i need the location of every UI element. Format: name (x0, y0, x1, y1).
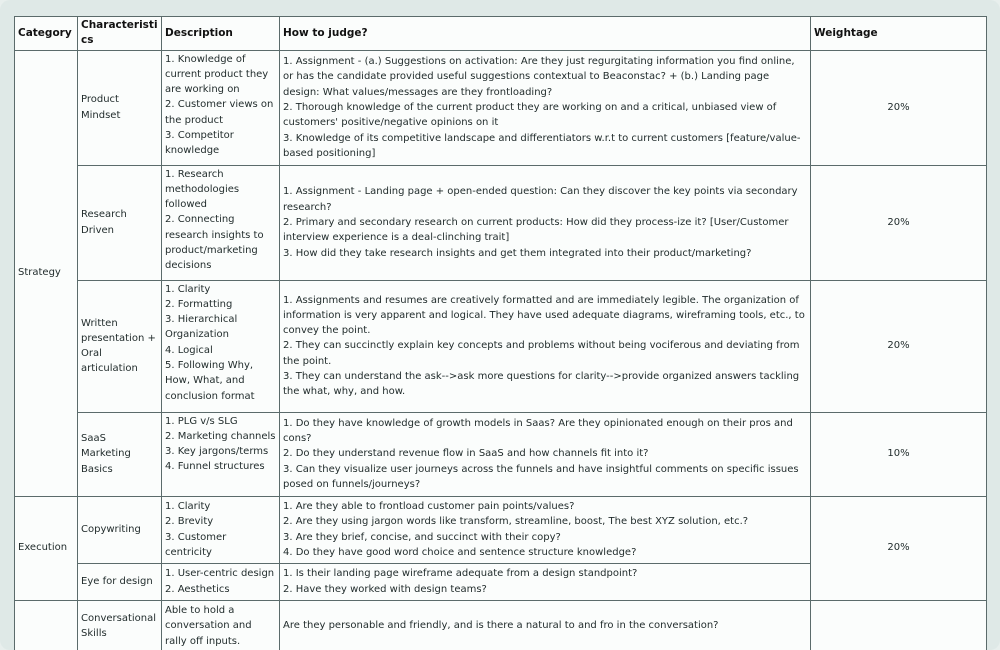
table-row (15, 165, 987, 280)
header-category: Category (15, 17, 78, 51)
header-row (15, 17, 987, 51)
table-row (15, 412, 987, 496)
header-how-to-judge: How to judge? (280, 17, 811, 51)
table-row (15, 280, 987, 412)
characteristic-cell: Product Mindset (78, 50, 162, 165)
weightage-cell (811, 600, 987, 650)
table-row (15, 496, 987, 563)
header-description: Description (162, 17, 280, 51)
judge-cell: 1. Is their landing page wireframe adequate from a design standpoint? 2. Have they worked with design teams? (280, 563, 811, 600)
evaluation-rubric-table (14, 16, 987, 650)
characteristic-cell: Research Driven (78, 165, 162, 280)
judge-cell: 1. Assignment - (a.) Suggestions on activation: Are they just regurgitating information you find online, or has the candidate provided useful suggestions contextual to Beaconstac? + (b.) Landing page design: What values/messages are they frontloading? 2. Thorough knowledge of the current product they are working on and a critical, unbiased view of customers' positive/negative opinions on it 3. Knowledge of its competitive landscape and differentiators w.r.t to current customers [feature/value-based positioning] (280, 50, 811, 165)
judge-cell: 1. Assignments and resumes are creatively formatted and are immediately legible. The organization of information is very apparent and logical. They have used adequate diagrams, wireframing tools, etc., to convey the point. 2. They can succinctly explain key concepts and problems without being vociferous and deviating from the point. 3. They can understand the ask-->ask more questions for clarity-->provide organized answers tackling the what, why, and how. (280, 280, 811, 412)
characteristic-cell: Conversational Skills (78, 600, 162, 650)
weightage-cell: 20% (811, 50, 987, 165)
weightage-cell: 20% (811, 165, 987, 280)
description-cell: 1. PLG v/s SLG 2. Marketing channels 3. Key jargons/terms 4. Funnel structures (162, 412, 280, 496)
category-cell-empty (15, 600, 78, 650)
characteristic-cell: Eye for design (78, 563, 162, 600)
description-cell: 1. User-centric design 2. Aesthetics (162, 563, 280, 600)
table-row (15, 600, 987, 650)
table-row (15, 50, 987, 165)
header-characteristics: Characteristics (78, 17, 162, 51)
description-cell: 1. Clarity 2. Brevity 3. Customer centricity (162, 496, 280, 563)
category-cell-execution: Execution (15, 496, 78, 600)
weightage-cell: 20% (811, 280, 987, 412)
judge-cell: 1. Are they able to frontload customer pain points/values? 2. Are they using jargon words like transform, streamline, boost, The best XYZ solution, etc.? 3. Are they brief, concise, and succinct with their copy? 4. Do they have good word choice and sentence structure knowledge? (280, 496, 811, 563)
description-cell: 1. Research methodologies followed 2. Connecting research insights to product/marketing decisions (162, 165, 280, 280)
weightage-cell: 10% (811, 412, 987, 496)
description-cell: 1. Clarity 2. Formatting 3. Hierarchical Organization 4. Logical 5. Following Why, How, What, and conclusion format (162, 280, 280, 412)
characteristic-cell: Copywriting (78, 496, 162, 563)
weightage-cell: 20% (811, 496, 987, 600)
description-cell: 1. Knowledge of current product they are working on 2. Customer views on the product 3. Competitor knowledge (162, 50, 280, 165)
header-weightage: Weightage (811, 17, 987, 51)
characteristic-cell: SaaS Marketing Basics (78, 412, 162, 496)
judge-cell: 1. Assignment - Landing page + open-ended question: Can they discover the key points via secondary research? 2. Primary and secondary research on current products: How did they process-ize it? [User/Customer interview experience is a deal-clinching trait] 3. How did they take research insights and get them integrated into their product/marketing? (280, 165, 811, 280)
judge-cell: 1. Do they have knowledge of growth models in Saas? Are they opinionated enough on their pros and cons? 2. Do they understand revenue flow in SaaS and how channels fit into it? 3. Can they visualize user journeys across the funnels and have insightful comments on specific issues posed on funnels/journeys? (280, 412, 811, 496)
description-cell: Able to hold a conversation and rally off inputs. (162, 600, 280, 650)
characteristic-cell: Written presentation + Oral articulation (78, 280, 162, 412)
category-cell-strategy: Strategy (15, 50, 78, 496)
judge-cell: Are they personable and friendly, and is there a natural to and fro in the conversation? (280, 600, 811, 650)
